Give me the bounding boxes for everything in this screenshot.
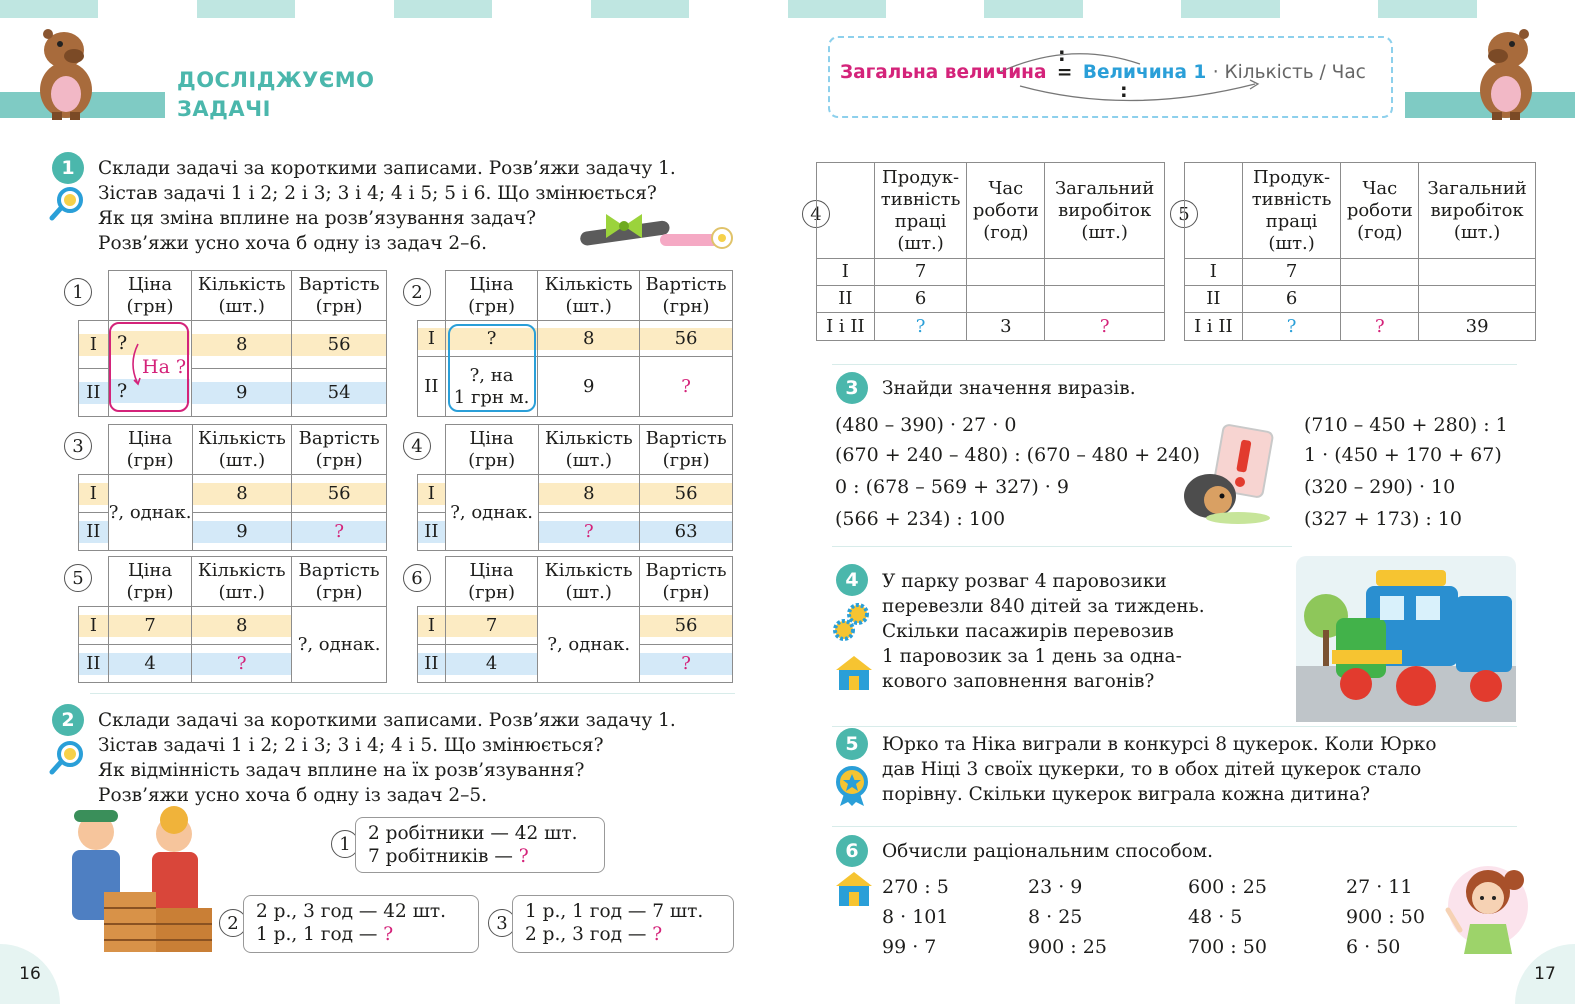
short-record-1: 2 робітники — 42 шт. 7 робітників — ?	[355, 817, 605, 873]
gears-icon	[830, 602, 874, 642]
task1-line-3: Як ця зміна вплине на розв’язування задач?	[98, 208, 537, 229]
girl-illustration	[1438, 854, 1534, 958]
expr-r3: (320 – 290) · 10	[1304, 476, 1456, 498]
expr-l4: (566 + 234) : 100	[835, 508, 1006, 530]
calc-2-3: 900 : 25	[1028, 936, 1107, 958]
house-icon	[834, 654, 874, 692]
magnifier-icon-2	[48, 740, 88, 776]
task-number-2: 2	[52, 704, 84, 736]
task2-line-4: Розв’яжи усно хоча б одну із задач 2–5.	[98, 785, 488, 806]
formula-v1: Величина 1	[1082, 62, 1207, 83]
box-number-2: 2	[219, 909, 247, 937]
task5-line-1: Юрко та Ніка виграли в конкурсі 8 цукерок. Коли Юрко	[882, 734, 1437, 755]
task-number-5: 5	[836, 728, 868, 760]
task5-line-3: порівну. Скільки цукерок виграла кожна дитина?	[882, 784, 1371, 805]
task3-text: Знайди значення виразів.	[882, 378, 1136, 399]
price-bracket-2	[448, 324, 536, 412]
divider	[90, 693, 735, 694]
task4-line-5: кового заповнення вагонів?	[882, 671, 1155, 692]
calc-1-1: 270 : 5	[882, 876, 949, 898]
divider-r2	[832, 546, 1292, 547]
price-table-3: Ціна (грн) Кількість (шт.) Вартість (грн) I ?, однак. 8 56 II 9 ?	[78, 424, 387, 551]
divider-r3	[832, 726, 1517, 727]
task-number-4: 4	[836, 564, 868, 596]
formula-colon-top: :	[1058, 44, 1066, 66]
divider-r4	[832, 826, 1517, 827]
hedgehog-sign-icon	[1178, 418, 1288, 528]
work-table-number-5: 5	[1170, 200, 1198, 228]
page-title: ДОСЛІДЖУЄМО ЗАДАЧІ	[177, 68, 375, 121]
calc-3-1: 600 : 25	[1188, 876, 1267, 898]
task1-line-1: Склади задачі за короткими записами. Розв’яжи задачу 1.	[98, 158, 676, 179]
formula-eq: =	[1056, 62, 1073, 83]
task6-text: Обчисли раціональним способом.	[882, 841, 1214, 862]
formula-rest: · Кількість / Час	[1212, 62, 1366, 83]
work-table-5: Продук- тивність праці (шт.) Час роботи (год) Загальний виробіток (шт.) I 7 II 6 I і II ? ? 39	[1184, 162, 1536, 341]
calc-2-1: 23 · 9	[1028, 876, 1083, 898]
calc-3-3: 700 : 50	[1188, 936, 1267, 958]
task-number-3: 3	[836, 372, 868, 404]
box-number-3: 3	[488, 909, 516, 937]
calc-1-3: 99 · 7	[882, 936, 937, 958]
price-q-2: ?	[117, 380, 128, 402]
task4-line-3: Скільки пасажирів перевозив	[882, 621, 1174, 642]
price-table-4: Ціна (грн) Кількість (шт.) Вартість (грн) I ?, однак. 8 56 II ? 63	[417, 424, 733, 551]
expr-l2: (670 + 240 – 480) : (670 – 480 + 240)	[835, 444, 1200, 466]
task1-line-4: Розв’яжи усно хоча б одну із задач 2–6.	[98, 233, 488, 254]
task4-line-4: 1 паровозик за 1 день за одна-	[882, 646, 1182, 667]
task2-line-2: Зістав задачі 1 і 2; 2 і 3; 3 і 4; 4 і 5. Що змінюється?	[98, 735, 604, 756]
box-number-1: 1	[331, 830, 359, 858]
table-number-6: 6	[403, 564, 431, 592]
task4-line-2: перевезли 840 дітей за тиждень.	[882, 596, 1205, 617]
medal-icon	[832, 766, 872, 808]
capybara-icon	[30, 20, 100, 120]
expr-r1: (710 – 450 + 280) : 1	[1304, 414, 1508, 436]
compare-label: На ?	[142, 356, 187, 378]
capybara-icon-right	[1472, 20, 1542, 120]
page-number-right: 17	[1515, 944, 1575, 1004]
magnifier-icon	[48, 186, 88, 222]
top-stripe	[0, 0, 1575, 18]
work-table-number-4: 4	[802, 200, 830, 228]
expr-l1: (480 – 390) · 27 · 0	[835, 414, 1017, 436]
formula-colon-bottom: :	[1120, 80, 1128, 102]
workers-illustration	[44, 804, 224, 960]
task-number-1: 1	[52, 152, 84, 184]
calc-2-2: 8 · 25	[1028, 906, 1083, 928]
divider-r1	[832, 364, 1517, 365]
expr-r2: 1 · (450 + 170 + 67)	[1304, 444, 1502, 466]
price-q-1: ?	[117, 332, 128, 354]
table-number-5: 5	[64, 564, 92, 592]
calc-4-3: 6 · 50	[1346, 936, 1401, 958]
price-table-1: Ціна (грн) Кількість (шт.) Вартість (грн) I 8 56 II 9 54	[78, 270, 387, 417]
formula	[840, 62, 1366, 83]
formula-total: Загальна величина	[840, 62, 1047, 83]
price-table-5: Ціна (грн) Кількість (шт.) Вартість (грн) I 7 8 ?, однак. II 4 ?	[78, 556, 387, 683]
expr-r4: (327 + 173) : 10	[1304, 508, 1463, 530]
hairclips-icon	[576, 204, 736, 260]
calc-4-1: 27 · 11	[1346, 876, 1413, 898]
task1-line-2: Зістав задачі 1 і 2; 2 і 3; 3 і 4; 4 і 5; 5 і 6. Що змінюється?	[98, 183, 657, 204]
task5-line-2: дав Ніці 3 своїх цукерки, то в обох дітей цукерок стало	[882, 759, 1422, 780]
task2-line-3: Як відмінність задач вплине на їх розв’язування?	[98, 760, 585, 781]
task-number-6: 6	[836, 835, 868, 867]
table-number-3: 3	[64, 432, 92, 460]
short-record-3: 1 р., 1 год — 7 шт. 2 р., 3 год — ?	[512, 895, 734, 953]
price-table-6: Ціна (грн) Кількість (шт.) Вартість (грн) I 7 ?, однак. 56 II 4 ?	[417, 556, 733, 683]
short-record-2: 2 р., 3 год — 42 шт. 1 р., 1 год — ?	[243, 895, 479, 953]
calc-4-2: 900 : 50	[1346, 906, 1425, 928]
table-number-4: 4	[403, 432, 431, 460]
calc-1-2: 8 · 101	[882, 906, 949, 928]
table-number-1: 1	[64, 278, 92, 306]
table-number-2: 2	[403, 278, 431, 306]
compare-arrow	[128, 342, 142, 386]
page-number-left: 16	[0, 944, 60, 1004]
price-table-2: Ціна (грн) Кількість (шт.) Вартість (грн) I ? 8 56 II ?, на 1 грн м. 9 ?	[417, 270, 733, 417]
house-icon-2	[834, 870, 874, 908]
train-illustration	[1296, 556, 1516, 722]
calc-3-2: 48 · 5	[1188, 906, 1243, 928]
work-table-4: Продук- тивність праці (шт.) Час роботи (год) Загальний виробіток (шт.) I 7 II 6 I і II ? 3 ?	[816, 162, 1165, 341]
task4-line-1: У парку розваг 4 паровозики	[882, 571, 1167, 592]
task2-line-1: Склади задачі за короткими записами. Розв’яжи задачу 1.	[98, 710, 676, 731]
expr-l3: 0 : (678 – 569 + 327) · 9	[835, 476, 1069, 498]
